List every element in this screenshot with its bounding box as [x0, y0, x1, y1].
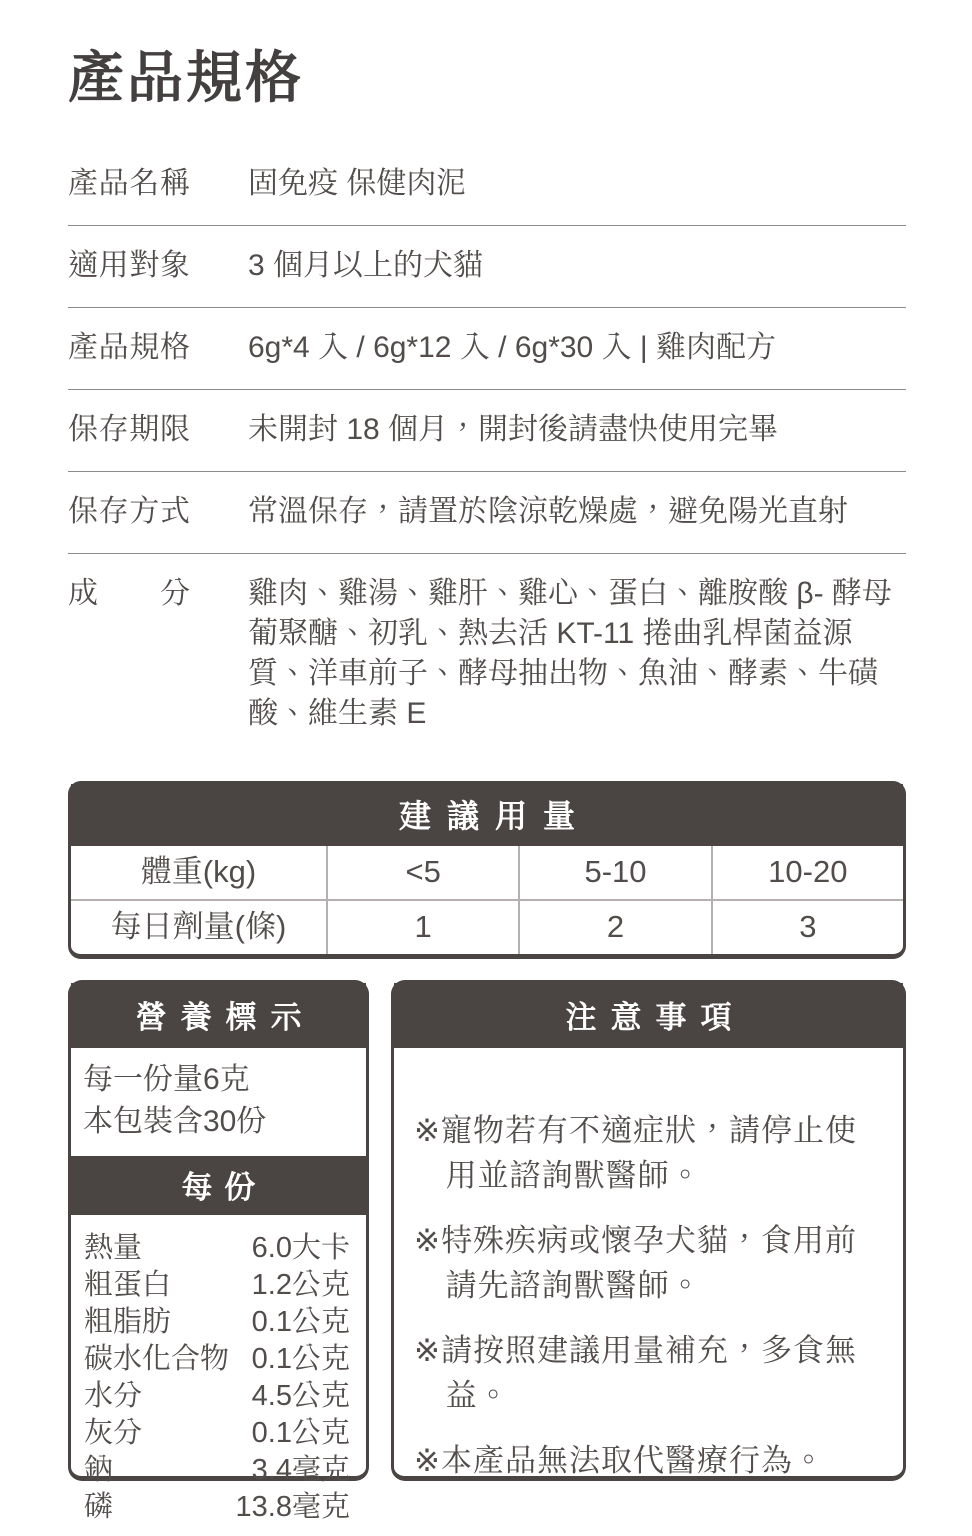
nutrient-value: 1.2公克 — [251, 1269, 350, 1302]
nutrient-name: 灰分 — [84, 1417, 143, 1450]
dosage-cell: <5 — [326, 846, 518, 899]
dosage-cell: 3 — [711, 901, 903, 954]
dosage-table-title: 建議用量 — [71, 784, 903, 846]
spec-list — [68, 144, 906, 755]
serving-info — [71, 1048, 366, 1156]
spec-label — [68, 410, 248, 450]
spec-label — [68, 328, 248, 368]
notes-body — [394, 1048, 903, 1483]
note-item: ※寵物若有不適症狀，請停止使用並諮詢獸醫師。 — [414, 1113, 857, 1194]
nutrient-name: 磷 — [84, 1491, 114, 1524]
nutrition-row — [84, 1341, 350, 1378]
dosage-row-header: 體重(kg) — [140, 854, 257, 890]
spec-value: 固免疫 保健肉泥 — [248, 167, 467, 201]
notes-panel-title: 注意事項 — [394, 983, 903, 1048]
spec-value: 未開封 18 個月，開封後請盡快使用完畢 — [248, 413, 779, 447]
serving-size-line: 每一份量6克 — [83, 1063, 250, 1097]
spec-label — [68, 246, 248, 286]
nutrient-value: 0.1公克 — [251, 1417, 350, 1450]
nutrition-row — [84, 1378, 350, 1415]
spec-row-size — [68, 308, 906, 390]
spec-row-storage — [68, 472, 906, 554]
nutrition-row — [84, 1415, 350, 1452]
dosage-cell: 2 — [518, 901, 710, 954]
dosage-row-weight — [71, 846, 903, 899]
nutrient-name: 粗蛋白 — [84, 1269, 172, 1302]
spec-row-target — [68, 226, 906, 308]
note-item: ※本產品無法取代醫療行為。 — [414, 1443, 825, 1479]
note-item: ※請按照建議用量補充，多食無益。 — [414, 1333, 857, 1414]
nutrition-row — [84, 1230, 350, 1267]
spec-value: 3 個月以上的犬貓 — [248, 249, 484, 283]
nutrient-value: 0.1公克 — [251, 1343, 350, 1376]
servings-per-pack-line: 本包裝含30份 — [83, 1105, 267, 1139]
nutrient-value: 13.8毫克 — [235, 1491, 350, 1524]
spec-label-text: 產品規格 — [68, 331, 190, 365]
nutrient-value: 4.5公克 — [251, 1380, 350, 1413]
spec-row-shelf-life — [68, 390, 906, 472]
spec-label-text: 保存期限 — [68, 413, 190, 447]
nutrient-name: 碳水化合物 — [84, 1343, 230, 1376]
dosage-table — [68, 781, 906, 959]
nutrition-rows — [71, 1215, 366, 1526]
nutrition-row — [84, 1267, 350, 1304]
dosage-cell: 1 — [326, 901, 518, 954]
spec-value: 雞肉、雞湯、雞肝、雞心、蛋白、離胺酸 β- 酵母葡聚醣、初乳、熱去活 KT-11 捲曲乳桿菌益源質、洋車前子、酵母抽出物、魚油、酵素、牛磺酸、維生素 E — [248, 577, 892, 731]
bottom-panels — [68, 980, 906, 1524]
spec-label — [68, 574, 248, 614]
spec-value: 常溫保存，請置於陰涼乾燥處，避免陽光直射 — [248, 495, 848, 529]
spec-value: 6g*4 入 / 6g*12 入 / 6g*30 入 | 雞肉配方 — [248, 331, 777, 365]
nutrient-name: 鈉 — [84, 1454, 114, 1487]
spec-row-ingredients — [68, 554, 906, 755]
nutrient-value: 6.0大卡 — [251, 1232, 350, 1265]
spec-label-text: 成分 — [68, 577, 190, 611]
nutrition-panel — [68, 980, 369, 1524]
nutrition-row — [84, 1304, 350, 1341]
dosage-row-header: 每日劑量(條) — [110, 909, 287, 945]
per-serving-title: 每份 — [71, 1156, 366, 1215]
nutrition-panel-title: 營養標示 — [71, 983, 366, 1048]
nutrient-value: 0.1公克 — [251, 1306, 350, 1339]
nutrient-name: 粗脂肪 — [84, 1306, 172, 1339]
nutrition-row — [84, 1489, 350, 1526]
dosage-row-daily-amount — [71, 899, 903, 954]
nutrition-row — [84, 1452, 350, 1489]
spec-label — [68, 492, 248, 532]
dosage-cell: 10-20 — [711, 846, 903, 899]
nutrient-name: 熱量 — [84, 1232, 143, 1265]
note-item: ※特殊疾病或懷孕犬貓，食用前請先諮詢獸醫師。 — [414, 1223, 857, 1304]
spec-label-text: 適用對象 — [68, 249, 190, 283]
spec-label-text: 產品名稱 — [68, 167, 190, 201]
page-title: 產品規格 — [68, 46, 304, 109]
dosage-cell: 5-10 — [518, 846, 710, 899]
spec-label-text: 保存方式 — [68, 495, 190, 529]
nutrient-name: 水分 — [84, 1380, 143, 1413]
notes-panel — [391, 980, 906, 1481]
spec-row-product-name — [68, 144, 906, 226]
nutrient-value: 3.4毫克 — [251, 1454, 350, 1487]
spec-label — [68, 164, 248, 204]
